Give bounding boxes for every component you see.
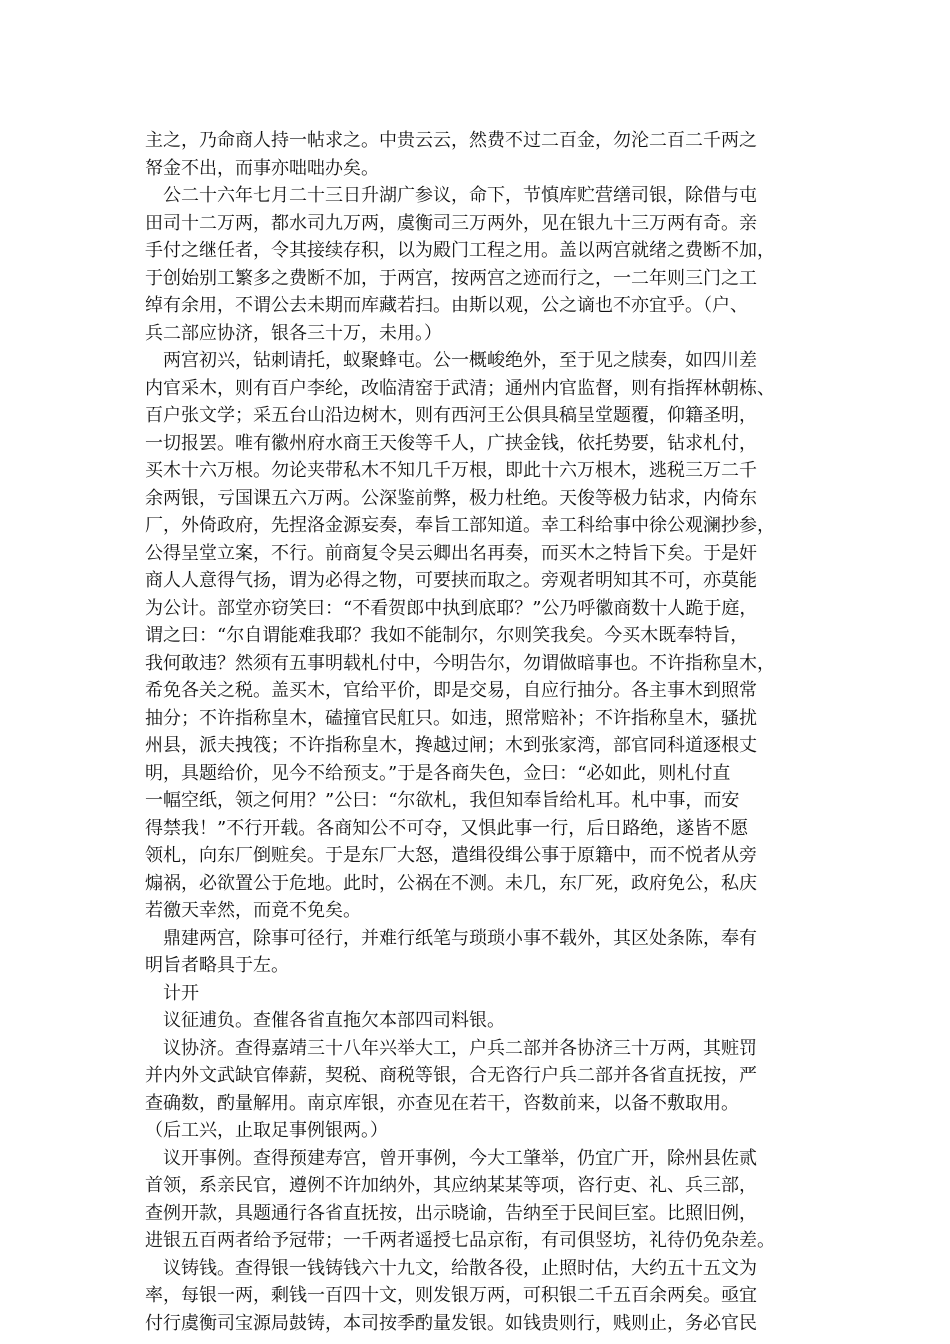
text-line: 付行虞衡司宝源局鼓铸，本司按季酌量发银。如钱贵则行，贱则止，务必官民: [145, 1312, 757, 1334]
text-line: 兵二部应协济，银各三十万，未用。）: [145, 322, 442, 344]
text-line: 余两银，亏国课五六万两。公深鉴前弊，极力杜绝。天俊等极力钻求，内倚东: [145, 487, 757, 509]
text-line: 公得呈堂立案，不行。前商复令吴云卿出名再奏，而买木之特旨下矣。于是奸: [145, 542, 757, 564]
text-line: 明，具题给价，见今不给预支。”于是各商失色，佥曰：“必如此，则札付直: [145, 762, 731, 784]
text-line: 一切报罢。唯有徽州府水商王天俊等千人，广挟金钱，依托势要，钻求札付，: [145, 432, 757, 454]
text-line: 首领，系亲民官，遵例不许加纳外，其应纳某某等项，咨行吏、礼、兵三部，: [145, 1175, 757, 1196]
text-line: （后工兴，止取足事例银两。）: [145, 1120, 388, 1141]
text-line: 抽分；不许指称皇木，磕撞官民舡只。如违，照常赔补；不许指称皇木，骚扰: [145, 707, 757, 729]
text-line: 厂，外倚政府，先捏洛金源妄奏，奉旨工部知道。幸工科给事中徐公观澜抄参，: [145, 515, 775, 536]
text-line: 得禁我！”不行开载。各商知公不可夺，又惧此事一行，后日路绝，遂皆不愿: [145, 817, 749, 839]
text-line: 为公计。部堂亦窃笑曰：“不看贺郎中执到底耶？”公乃呼徽商数十人跪于庭，: [145, 597, 758, 619]
text-line: 希免各关之税。盖买木，官给平价，即是交易，自应行抽分。各主事木到照常: [145, 680, 757, 701]
text-line: 进银五百两者给予冠带；一千两者遥授七品京衔，有司俱竖坊，礼待仍免杂差。: [145, 1230, 775, 1251]
text-line: 两宫初兴，钻刺请托，蚁聚蜂屯。公一概峻绝外，至于见之牍奏，如四川差: [163, 350, 757, 371]
text-line: 内官采木，则有百户李纶，改临清窑于武清；通州内官监督，则有指挥林朝栋、: [145, 377, 775, 399]
text-line: 一幅空纸，领之何用？”公曰：“尔欲札，我但知奉旨给札耳。札中事，而安: [145, 790, 740, 811]
text-line: 议协济。查得嘉靖三十八年兴举大工，户兵二部并各协济三十万两，其赃罚: [163, 1037, 757, 1059]
text-line: 主之，乃命商人持一帖求之。中贵云云，然费不过二百金，勿沦二百二千两之: [145, 130, 757, 151]
text-line: 谓之曰：“尔自谓能难我耶？我如不能制尔，尔则笑我矣。今买木既奉特旨，: [145, 625, 749, 646]
text-line: 查例开款，具题通行各省直抚按，出示晓谕，告纳至于民间巨室。比照旧例，: [145, 1202, 757, 1224]
text-line: 州县，派夫拽筏；不许指称皇木，搀越过闸；木到张家湾，部官同科道逐根丈: [145, 735, 757, 756]
text-line: 计开: [163, 982, 199, 1004]
text-line: 并内外文武缺官俸薪，契税、商税等银，合无咨行户兵二部并各省直抚按，严: [145, 1065, 757, 1086]
text-line: 帑金不出，而事亦咄咄办矣。: [145, 157, 379, 179]
text-line: 百户张文学；采五台山沿边树木，则有西河王公俱具稿呈堂题覆，仰籍圣明，: [145, 405, 757, 426]
text-line: 若徼天幸然，而竟不免矣。: [145, 900, 361, 921]
text-line: 商人人意得气扬，谓为必得之物，可要挟而取之。旁观者明知其不可，亦莫能: [145, 570, 757, 591]
text-line: 手付之继任者，令其接续存积，以为殿门工程之用。盖以两宫就绪之费断不加，: [145, 240, 775, 261]
text-line: 率，每银一两，剩钱一百四十文，则发银万两，可积银二千五百余两矣。亟宜: [145, 1285, 757, 1306]
text-line: 煽祸，必欲置公于危地。此时，公祸在不测。未几，东厂死，政府免公，私庆: [145, 872, 757, 894]
text-line: 买木十六万根。勿论夹带私木不知几千万根，即此十六万根木，逃税三万二千: [145, 460, 757, 481]
text-line: 明旨者略具于左。: [145, 955, 289, 976]
text-line: 鼎建两宫，除事可径行，并难行纸笔与琐琐小事不载外，其区处条陈，奉有: [163, 927, 757, 949]
document-body: [145, 127, 810, 1337]
text-line: 于创始别工繁多之费断不加，于两宫，按两宫之迹而行之，一二年则三门之工: [145, 267, 757, 289]
text-line: 议铸钱。查得银一钱铸钱六十九文，给散各役，止照时估，大约五十五文为: [163, 1257, 757, 1279]
text-line: 绰有余用，不谓公去未期而库藏若扫。由斯以观，公之谪也不亦宜乎。（户、: [145, 295, 748, 316]
text-line: 田司十二万两，都水司九万两，虞衡司三万两外，见在银九十三万两有奇。亲: [145, 212, 757, 234]
text-line: 查确数，酌量解用。南京库银，亦查见在若干，咨数前来，以备不敷取用。: [145, 1092, 739, 1114]
text-line: 我何敢违？然须有五事明载札付中，今明告尔，勿谓做暗事也。不许指称皇木，: [145, 652, 775, 674]
text-line: 公二十六年七月二十三日升湖广参议，命下，节慎库贮营缮司银，除借与屯: [163, 185, 757, 206]
text-line: 议开事例。查得预建寿宫，曾开事例，今大工肇举，仍宜广开，除州县佐贰: [163, 1147, 757, 1169]
text-line: 议征逋负。查催各省直拖欠本部四司料银。: [163, 1010, 505, 1031]
text-line: 领札，向东厂倒赃矣。于是东厂大怒，遣缉役缉公事于原籍中，而不悦者从旁: [145, 845, 757, 866]
